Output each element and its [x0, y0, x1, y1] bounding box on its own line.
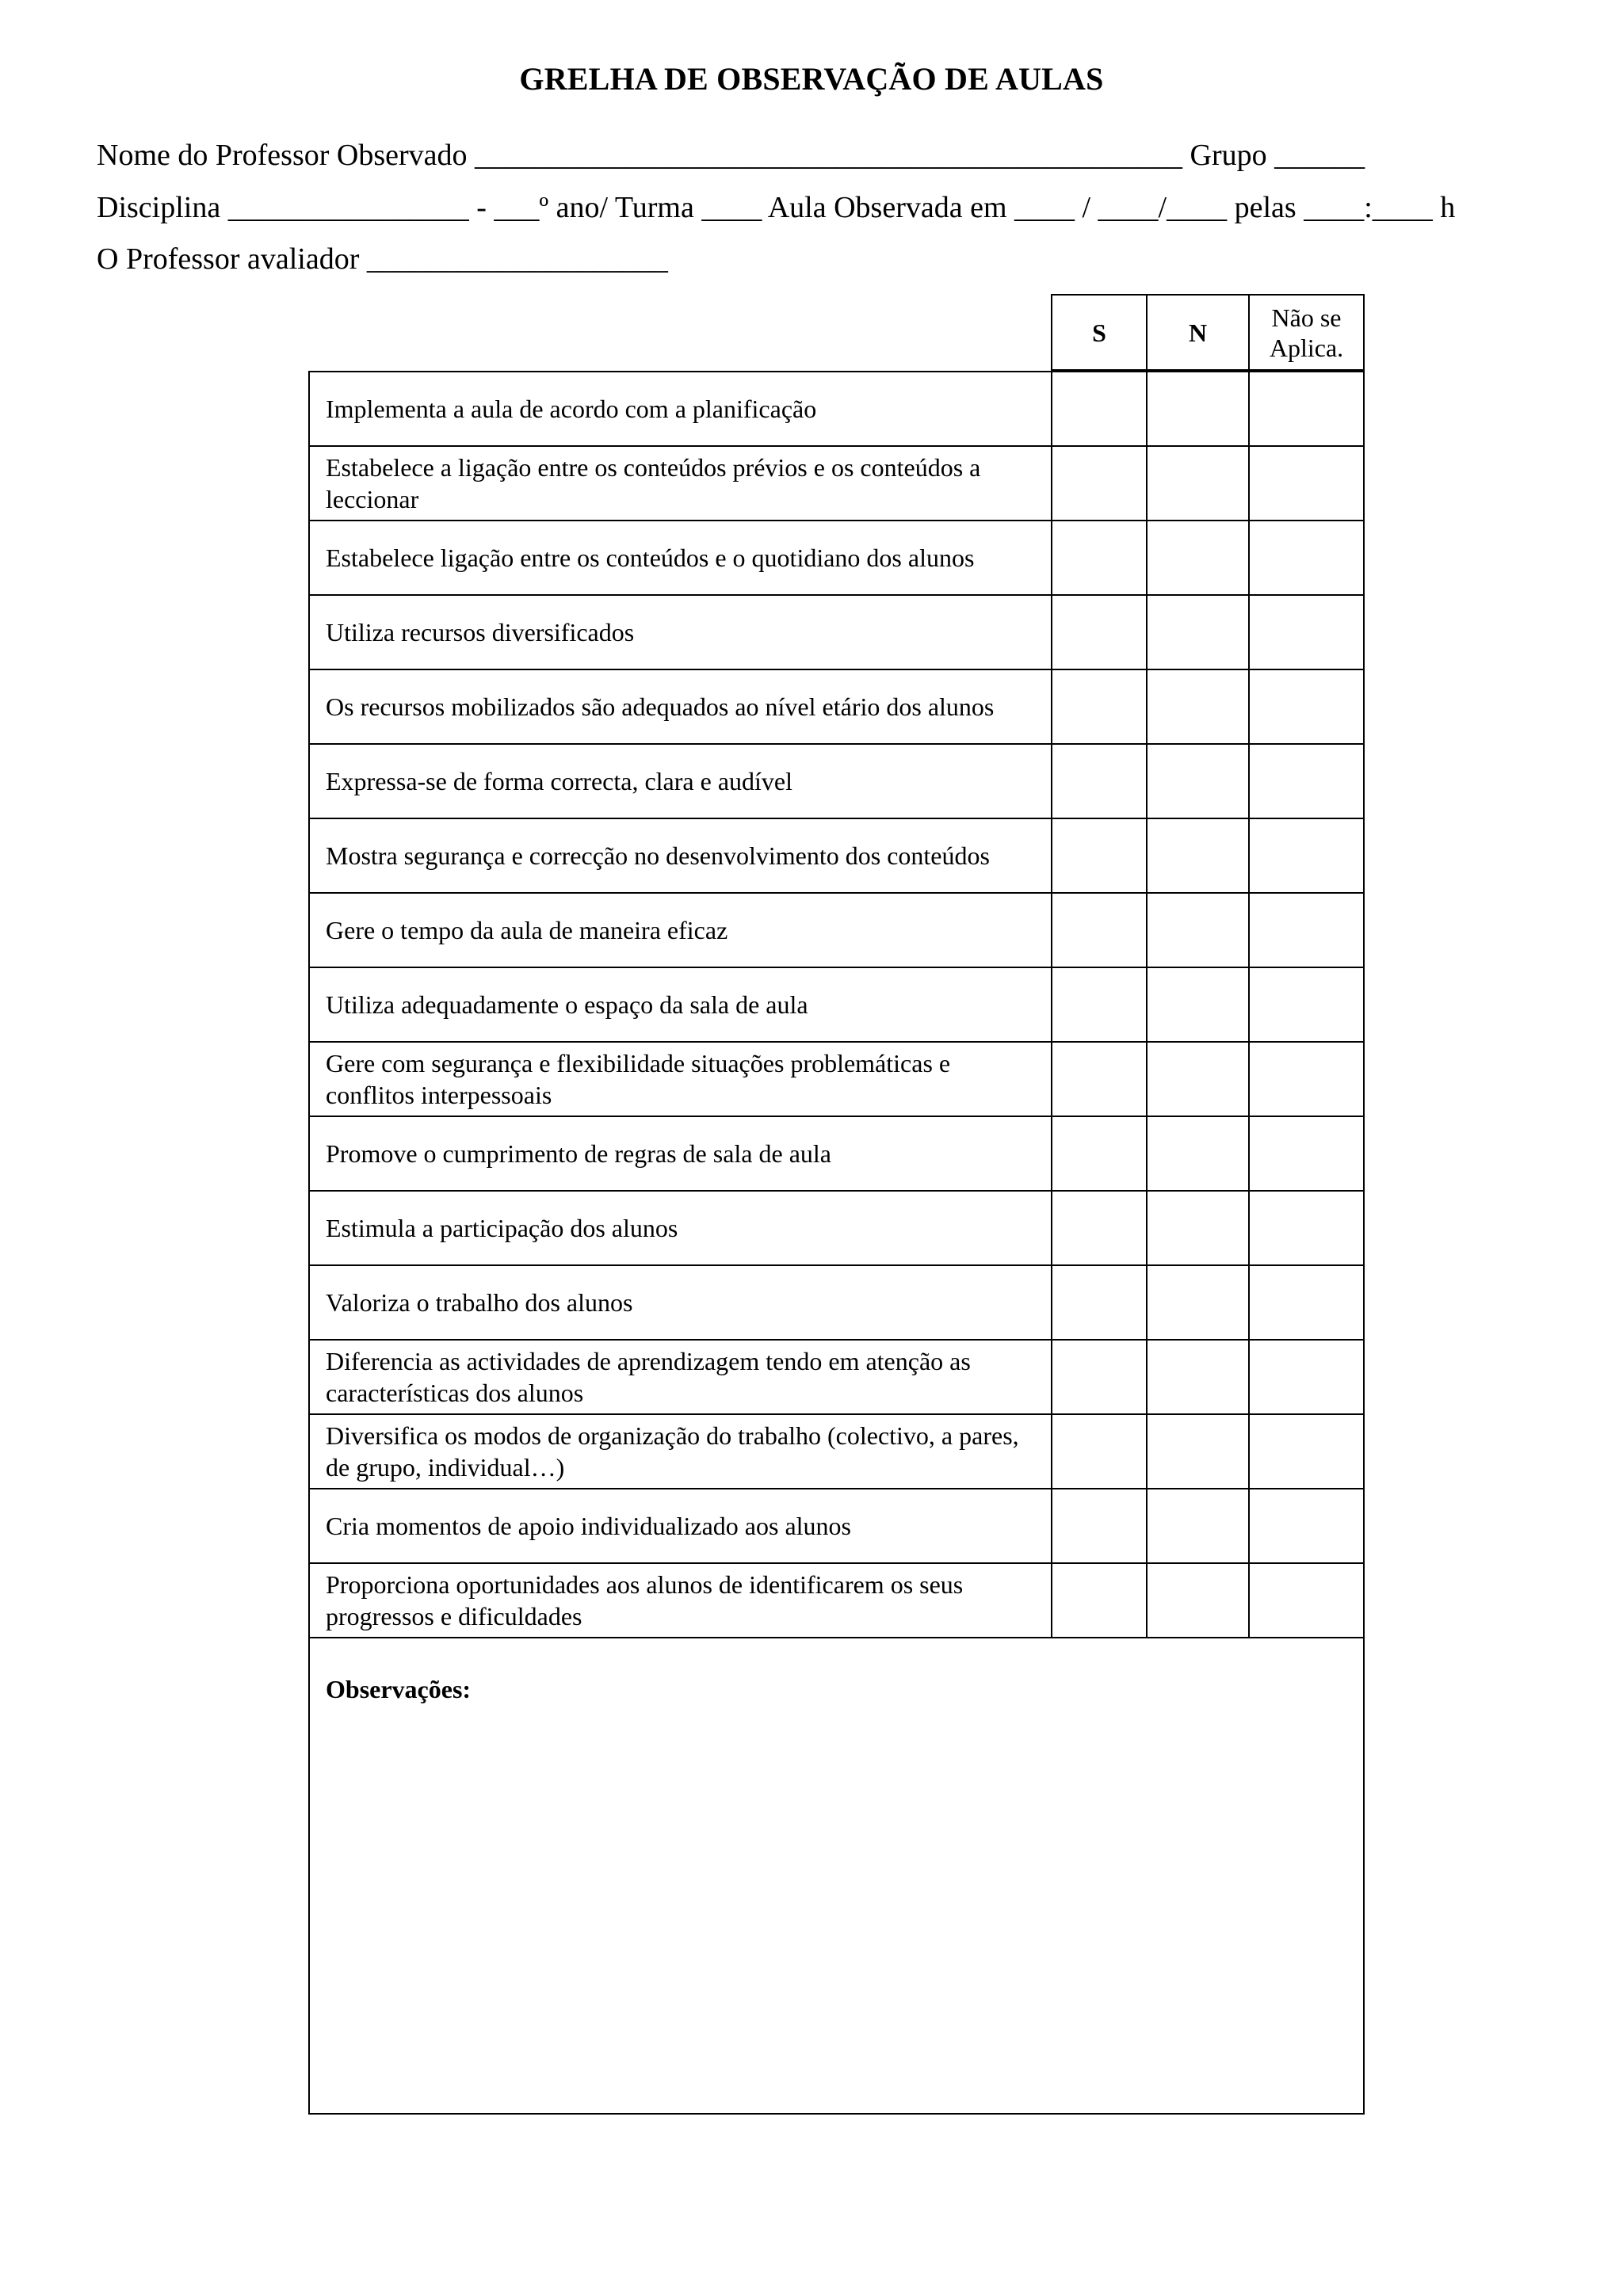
criterion-text: Diferencia as actividades de aprendizagem tendo em atenção as características dos alunos	[309, 1340, 1052, 1414]
rating-cell-s[interactable]	[1052, 595, 1147, 669]
criterion-row	[309, 372, 1364, 446]
criterion-row	[309, 1414, 1364, 1489]
criterion-text: Diversifica os modos de organização do trabalho (colectivo, a pares, de grupo, individual…)	[309, 1414, 1052, 1489]
rating-cell-n[interactable]	[1147, 1414, 1249, 1489]
teacher-name-group-line[interactable]: Nome do Professor Observado _______________________________________________ Grupo ______	[97, 139, 1365, 172]
rating-cell-not-applicable[interactable]	[1249, 1414, 1364, 1489]
rating-cell-not-applicable[interactable]	[1249, 1191, 1364, 1265]
rating-cell-not-applicable[interactable]	[1249, 669, 1364, 744]
rating-cell-n[interactable]	[1147, 1489, 1249, 1563]
criterion-row	[309, 1265, 1364, 1340]
criterion-row	[309, 1340, 1364, 1414]
rating-cell-n[interactable]	[1147, 818, 1249, 893]
rating-cell-not-applicable[interactable]	[1249, 372, 1364, 446]
rating-cell-not-applicable[interactable]	[1249, 446, 1364, 521]
rating-cell-n[interactable]	[1147, 893, 1249, 967]
criterion-text: Implementa a aula de acordo com a planificação	[309, 372, 1052, 446]
criterion-text: Valoriza o trabalho dos alunos	[309, 1265, 1052, 1340]
rating-cell-s[interactable]	[1052, 1563, 1147, 1638]
rating-cell-n[interactable]	[1147, 595, 1249, 669]
criterion-row	[309, 595, 1364, 669]
rating-cell-n[interactable]	[1147, 1340, 1249, 1414]
criterion-row	[309, 744, 1364, 818]
criterion-row	[309, 967, 1364, 1042]
observations-box[interactable]	[309, 1638, 1364, 2114]
rating-cell-n[interactable]	[1147, 1265, 1249, 1340]
criterion-row	[309, 818, 1364, 893]
rating-cell-not-applicable[interactable]	[1249, 1042, 1364, 1116]
criterion-row	[309, 893, 1364, 967]
rating-cell-not-applicable[interactable]	[1249, 595, 1364, 669]
rating-cell-not-applicable[interactable]	[1249, 1265, 1364, 1340]
column-header-s: S	[1052, 295, 1147, 370]
rating-cell-n[interactable]	[1147, 1042, 1249, 1116]
criterion-row	[309, 521, 1364, 595]
criterion-row	[309, 446, 1364, 521]
observations-row	[309, 1638, 1364, 2114]
discipline-date-line[interactable]: Disciplina ________________ - ___º ano/ Turma ____ Aula Observada em ____ / ____/____ pelas ____:____ h	[97, 191, 1456, 224]
criterion-text: Promove o cumprimento de regras de sala de aula	[309, 1116, 1052, 1191]
rating-cell-s[interactable]	[1052, 1042, 1147, 1116]
rating-cell-s[interactable]	[1052, 1489, 1147, 1563]
page-title: GRELHA DE OBSERVAÇÃO DE AULAS	[519, 61, 1104, 97]
criterion-text: Cria momentos de apoio individualizado aos alunos	[309, 1489, 1052, 1563]
rating-cell-s[interactable]	[1052, 521, 1147, 595]
rating-cell-s[interactable]	[1052, 372, 1147, 446]
rating-cell-not-applicable[interactable]	[1249, 893, 1364, 967]
rating-cell-n[interactable]	[1147, 967, 1249, 1042]
rating-cell-n[interactable]	[1147, 446, 1249, 521]
criterion-text: Proporciona oportunidades aos alunos de identificarem os seus progressos e dificuldades	[309, 1563, 1052, 1638]
criterion-text: Mostra segurança e correcção no desenvolvimento dos conteúdos	[309, 818, 1052, 893]
rating-cell-s[interactable]	[1052, 1265, 1147, 1340]
rating-cell-not-applicable[interactable]	[1249, 521, 1364, 595]
rating-cell-n[interactable]	[1147, 669, 1249, 744]
criterion-text: Os recursos mobilizados são adequados ao nível etário dos alunos	[309, 669, 1052, 744]
rating-cell-s[interactable]	[1052, 1340, 1147, 1414]
rating-cell-not-applicable[interactable]	[1249, 744, 1364, 818]
criterion-text: Estimula a participação dos alunos	[309, 1191, 1052, 1265]
criterion-row	[309, 1191, 1364, 1265]
rating-cell-s[interactable]	[1052, 1116, 1147, 1191]
column-header-n: N	[1147, 295, 1249, 370]
rating-cell-n[interactable]	[1147, 521, 1249, 595]
criterion-text: Utiliza recursos diversificados	[309, 595, 1052, 669]
rating-cell-not-applicable[interactable]	[1249, 967, 1364, 1042]
column-header-not-applicable	[1249, 295, 1364, 370]
evaluator-line[interactable]: O Professor avaliador ____________________	[97, 242, 668, 276]
rating-cell-s[interactable]	[1052, 1414, 1147, 1489]
criterion-text: Estabelece ligação entre os conteúdos e o quotidiano dos alunos	[309, 521, 1052, 595]
rating-cell-n[interactable]	[1147, 1191, 1249, 1265]
rating-cell-n[interactable]	[1147, 744, 1249, 818]
criterion-row	[309, 669, 1364, 744]
rating-cell-s[interactable]	[1052, 446, 1147, 521]
observations-label: Observações:	[326, 1675, 472, 1703]
rating-cell-s[interactable]	[1052, 744, 1147, 818]
observation-grid	[308, 371, 1365, 2115]
criterion-row	[309, 1489, 1364, 1563]
criterion-text: Gere o tempo da aula de maneira eficaz	[309, 893, 1052, 967]
rating-cell-s[interactable]	[1052, 967, 1147, 1042]
rating-cell-s[interactable]	[1052, 1191, 1147, 1265]
criterion-row	[309, 1563, 1364, 1638]
criterion-text: Expressa-se de forma correcta, clara e audível	[309, 744, 1052, 818]
criterion-text: Gere com segurança e flexibilidade situações problemáticas e conflitos interpessoais	[309, 1042, 1052, 1116]
rating-cell-not-applicable[interactable]	[1249, 1563, 1364, 1638]
criterion-row	[309, 1116, 1364, 1191]
rating-cell-not-applicable[interactable]	[1249, 1340, 1364, 1414]
rating-cell-not-applicable[interactable]	[1249, 1489, 1364, 1563]
rating-cell-n[interactable]	[1147, 1116, 1249, 1191]
criterion-text: Estabelece a ligação entre os conteúdos prévios e os conteúdos a leccionar	[309, 446, 1052, 521]
column-header-not-applicable-line1: Não se	[1271, 303, 1342, 332]
rating-cell-n[interactable]	[1147, 372, 1249, 446]
criterion-row	[309, 1042, 1364, 1116]
rating-cell-not-applicable[interactable]	[1249, 818, 1364, 893]
rating-cell-n[interactable]	[1147, 1563, 1249, 1638]
criterion-text: Utiliza adequadamente o espaço da sala de aula	[309, 967, 1052, 1042]
column-header-not-applicable-line2: Aplica.	[1269, 333, 1344, 362]
rating-cell-not-applicable[interactable]	[1249, 1116, 1364, 1191]
rating-cell-s[interactable]	[1052, 893, 1147, 967]
rating-column-headers	[1051, 294, 1365, 371]
rating-cell-s[interactable]	[1052, 669, 1147, 744]
rating-cell-s[interactable]	[1052, 818, 1147, 893]
